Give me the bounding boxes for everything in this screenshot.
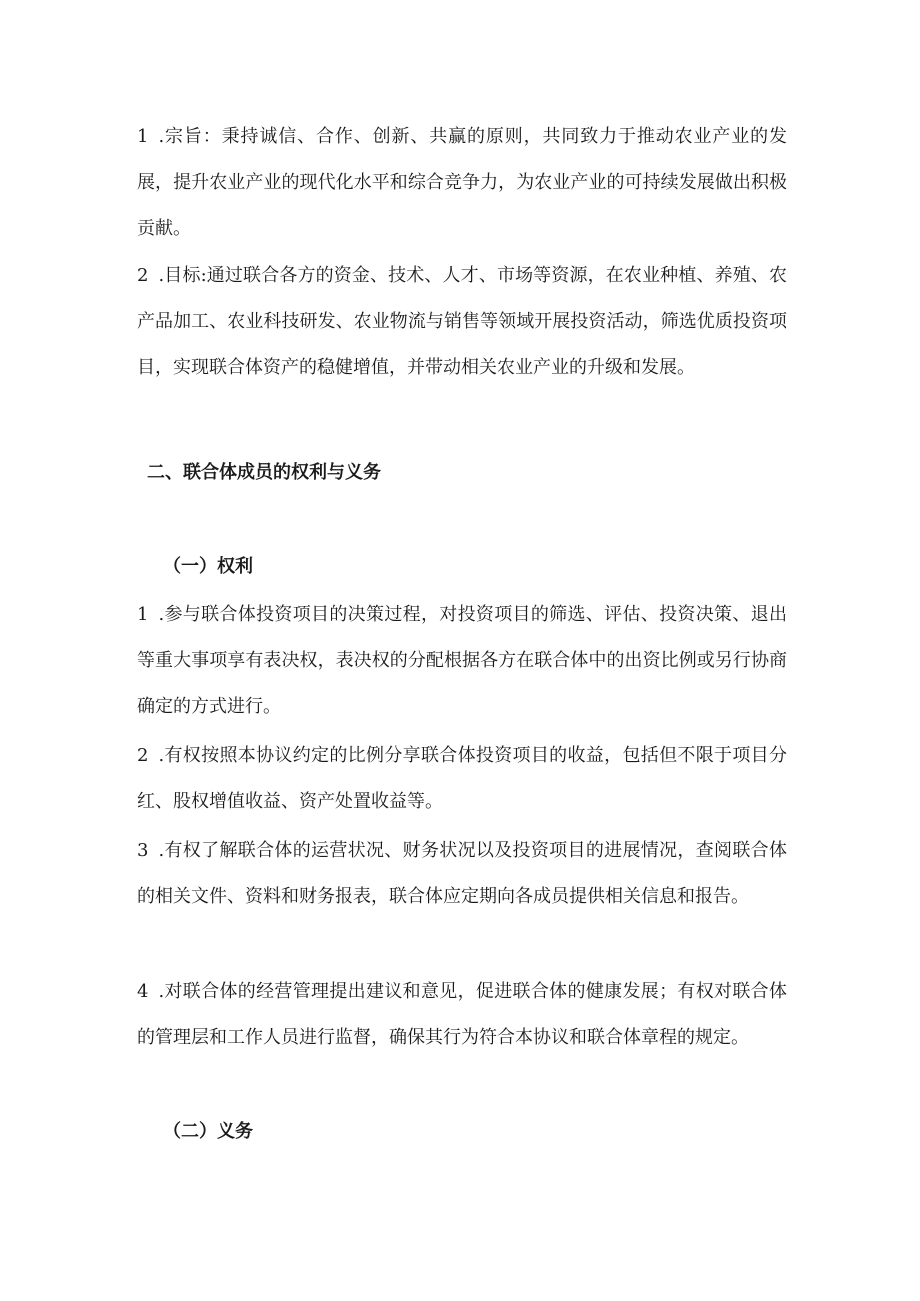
rights-item — [137, 592, 787, 730]
paragraph-text: .有权了解联合体的运营状况、财务状况以及投资项目的进展情况，查阅联合体的相关文件、资料和财务报表，联合体应定期向各成员提供相关信息和报告。 — [137, 840, 787, 907]
section-heading: 二、联合体成员的权利与义务 — [147, 462, 381, 483]
paragraph-text: .对联合体的经营管理提出建议和意见，促进联合体的健康发展；有权对联合体的管理层和工作人员进行监督，确保其行为符合本协议和联合体章程的规定。 — [137, 981, 787, 1048]
purpose-paragraph — [137, 114, 787, 252]
paragraph-text: .有权按照本协议约定的比例分享联合体投资项目的收益，包括但不限于项目分红、股权增值收益、资产处置收益等。 — [137, 745, 787, 812]
subsection-heading-obligations: （二）义务 — [163, 1121, 253, 1142]
subsection-heading-rights: （一）权利 — [163, 556, 253, 577]
item-number: 2 — [137, 265, 149, 286]
goal-paragraph — [137, 253, 787, 391]
paragraph-text: .目标:通过联合各方的资金、技术、人才、市场等资源，在农业种植、养殖、农产品加工、农业科技研发、农业物流与销售等领域开展投资活动，筛选优质投资项目，实现联合体资产的稳健增值，并带动相关农业产业的升级和发展。 — [137, 265, 787, 378]
paragraph-text: .宗旨：秉持诚信、合作、创新、共赢的原则，共同致力于推动农业产业的发展，提升农业产业的现代化水平和综合竞争力，为农业产业的可持续发展做出积极贡献。 — [137, 126, 787, 239]
item-number: 4 — [137, 981, 149, 1002]
item-number: 2 — [137, 745, 149, 766]
item-number: 1 — [137, 604, 149, 625]
rights-item — [137, 969, 787, 1061]
item-number: 1 — [137, 126, 149, 147]
item-number: 3 — [137, 840, 149, 861]
rights-item — [137, 733, 787, 825]
rights-item — [137, 828, 787, 920]
paragraph-text: .参与联合体投资项目的决策过程，对投资项目的筛选、评估、投资决策、退出等重大事项享有表决权，表决权的分配根据各方在联合体中的出资比例或另行协商确定的方式进行。 — [137, 604, 787, 717]
